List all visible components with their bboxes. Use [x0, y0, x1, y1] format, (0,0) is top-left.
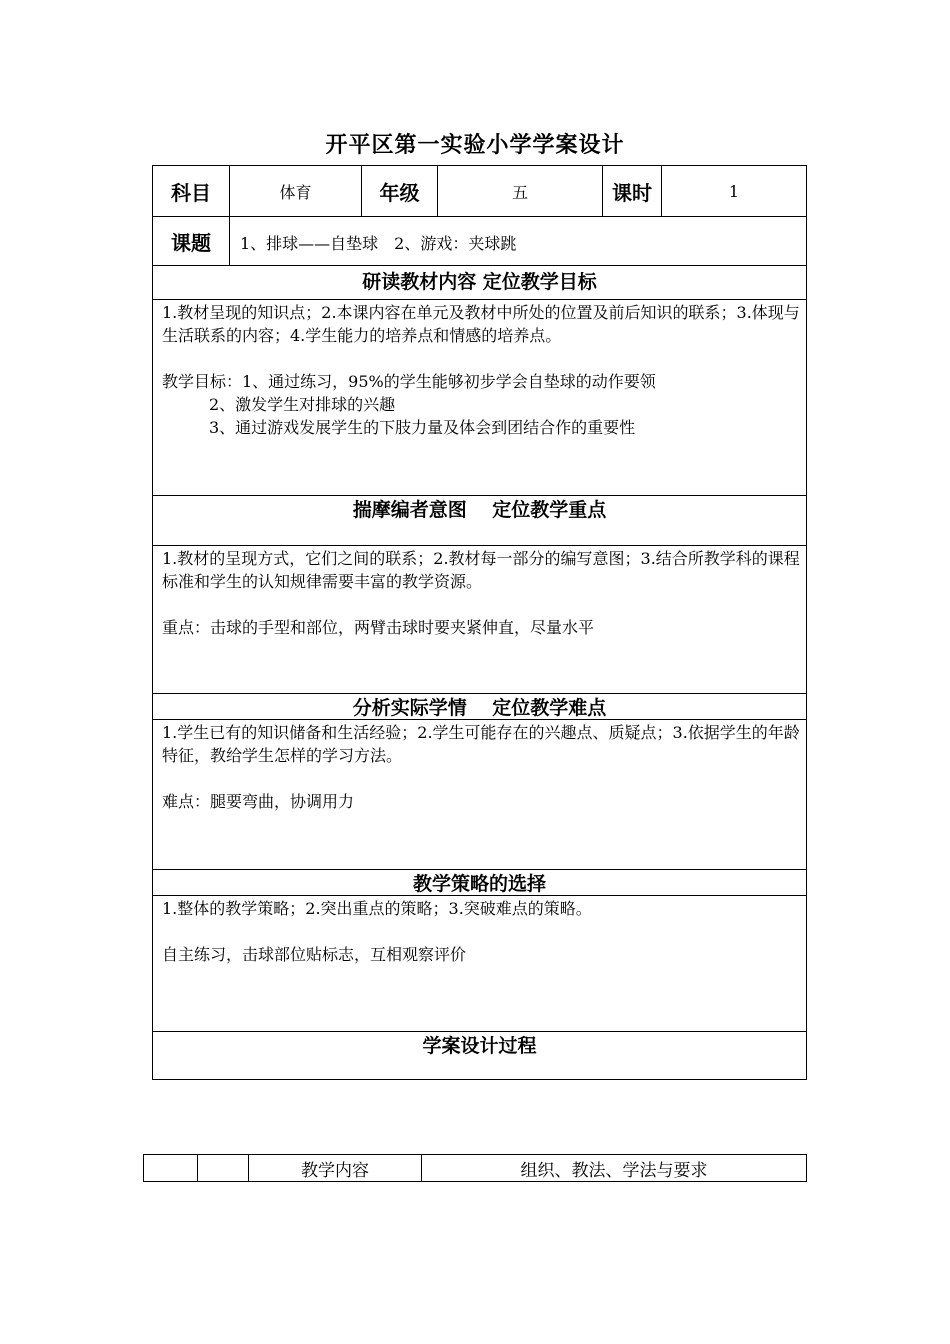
section-content-line: 2、激发学生对排球的兴趣	[209, 395, 396, 414]
section-4-body-row	[153, 896, 807, 1032]
process-table	[143, 1154, 807, 1182]
hours-value: 1	[662, 166, 807, 217]
section-heading: 教学策略的选择	[153, 870, 807, 896]
process-col-content: 教学内容	[249, 1155, 422, 1182]
topic-value: 1、排球——自垫球 2、游戏：夹球跳	[230, 217, 807, 266]
section-intro: 1.教材呈现的知识点；2.本课内容在单元及教材中所处的位置及前后知识的联系；3.体现与生活联系的内容；4.学生能力的培养点和情感的培养点。	[162, 303, 800, 345]
section-5-heading-row	[153, 1032, 807, 1080]
process-col-method: 组织、教法、学法与要求	[422, 1155, 807, 1182]
section-heading: 揣摩编者意图 定位教学重点	[153, 496, 807, 546]
section-content-line: 教学目标：1、通过练习，95%的学生能够初步学会自垫球的动作要领	[162, 372, 656, 391]
section-body	[153, 720, 807, 870]
section-2-heading-row	[153, 496, 807, 546]
section-content-line: 3、通过游戏发展学生的下肢力量及体会到团结合作的重要性	[209, 418, 636, 437]
grade-label: 年级	[362, 166, 438, 217]
section-intro: 1.学生已有的知识储备和生活经验；2.学生可能存在的兴趣点、质疑点；3.依据学生的年龄特征，教给学生怎样的学习方法。	[162, 723, 800, 765]
subject-value: 体育	[230, 166, 362, 217]
section-heading: 分析实际学情 定位教学难点	[153, 694, 807, 720]
section-1-heading-row	[153, 266, 807, 300]
section-body	[153, 896, 807, 1032]
section-content-line: 难点：腿要弯曲，协调用力	[162, 792, 355, 811]
section-3-body-row	[153, 720, 807, 870]
lesson-plan-table	[152, 165, 807, 1080]
section-heading: 研读教材内容 定位教学目标	[153, 266, 807, 300]
grade-value: 五	[438, 166, 603, 217]
section-intro: 1.教材的呈现方式，它们之间的联系；2.教材每一部分的编写意图；3.结合所教学科的课程标准和学生的认知规律需要丰富的教学资源。	[162, 549, 800, 591]
section-heading: 学案设计过程	[153, 1032, 807, 1080]
section-4-heading-row	[153, 870, 807, 896]
section-intro: 1.整体的教学策略；2.突出重点的策略；3.突破难点的策略。	[162, 899, 592, 918]
section-body	[153, 546, 807, 694]
subject-label: 科目	[153, 166, 230, 217]
topic-row	[153, 217, 807, 266]
info-row	[153, 166, 807, 217]
process-col-1	[144, 1155, 198, 1182]
section-1-body-row	[153, 300, 807, 496]
section-3-heading-row	[153, 694, 807, 720]
section-2-body-row	[153, 546, 807, 694]
page-title: 开平区第一实验小学学案设计	[325, 133, 625, 158]
section-body	[153, 300, 807, 496]
process-header-row	[144, 1155, 807, 1182]
section-content-line: 自主练习，击球部位贴标志，互相观察评价	[162, 945, 467, 964]
process-col-2	[198, 1155, 249, 1182]
section-content-line: 重点：击球的手型和部位，两臂击球时要夹紧伸直，尽量水平	[162, 618, 595, 637]
hours-label: 课时	[603, 166, 662, 217]
topic-label: 课题	[153, 217, 230, 266]
